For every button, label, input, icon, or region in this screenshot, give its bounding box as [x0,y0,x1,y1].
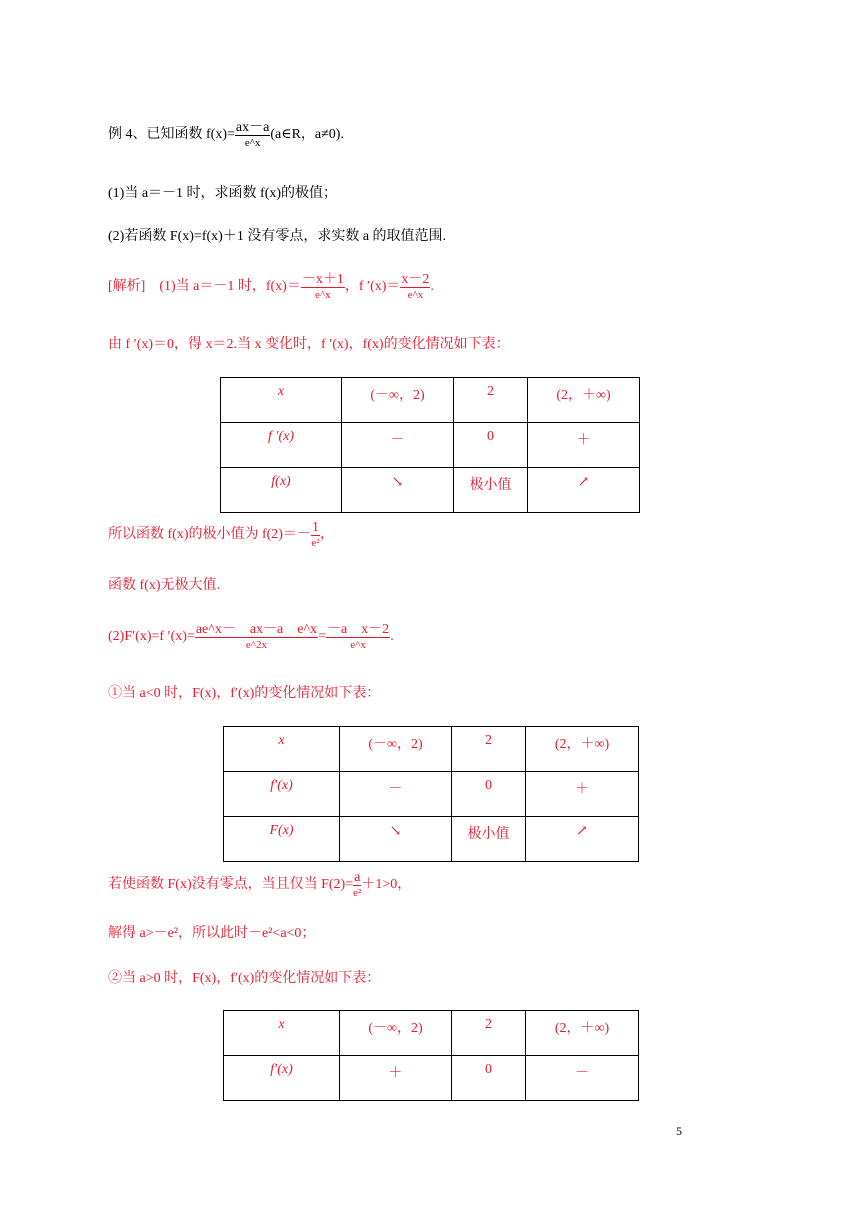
frac-num: 1 [311,520,319,535]
frac-den: e^x [315,289,331,301]
frac-num: ae^x－ ax－a e^x [195,622,318,637]
frac-num: －a x－2 [326,622,390,637]
variation-table-3 [223,1010,639,1101]
solution-1-end: . [430,279,434,295]
frac-den: e^2x [245,639,267,651]
table-row [221,468,640,513]
table-cell: － [342,423,454,468]
table-row [221,378,640,423]
solution-line-3 [108,520,334,550]
frac-den: e² [353,887,362,899]
table-cell: 2 [452,1011,526,1056]
table-cell: ↘ [340,817,452,862]
question-1: (1)当 a＝－1 时，求函数 f(x)的极值； [108,186,338,201]
table-cell: x [221,378,342,423]
solution-5-eq: = [318,629,326,645]
solution-5-frac-2 [326,622,390,652]
problem-condition: (a∈R，a≠0). [270,127,344,143]
solution-line-9: ②当 a>0 时，F(x)，f′(x)的变化情况如下表： [108,971,381,986]
table-cell: － [340,772,452,817]
solution-1-frac-2 [400,272,430,302]
table-row [224,817,639,862]
frac-den: e^x [350,639,366,651]
table-cell: F(x) [224,817,340,862]
table-row [224,727,639,772]
frac-den: e² [311,537,320,549]
question-2: (2)若函数 F(x)=f(x)＋1 没有零点，求实数 a 的取值范围. [108,229,447,244]
table-cell: 极小值 [454,468,528,513]
table-cell: 极小值 [452,817,526,862]
table-cell: ↗ [528,468,640,513]
problem-frac-num: ax－a [235,120,270,135]
table-cell: ＋ [526,772,639,817]
solution-7-prefix: 若使函数 F(x)没有零点，当且仅当 F(2)= [108,877,354,893]
table-cell: f′(x) [224,1056,340,1101]
page-number: 5 [676,1124,682,1138]
table-cell: 0 [454,423,528,468]
frac-num: x－2 [401,272,430,287]
problem-fx: f(x)= [206,127,235,143]
solution-line-8: 解得 a>－e²，所以此时－e²<a<0； [108,926,316,941]
solution-5-end: . [390,629,394,645]
table-cell: (2，＋∞) [528,378,640,423]
solution-5-frac-1 [195,622,318,652]
solution-line-2: 由 f ′(x)＝0，得 x＝2.当 x 变化时，f ′(x)，f(x)的变化情况如下表： [108,337,510,352]
problem-intro: 例 4、已知函数 [108,127,206,143]
solution-5-prefix: (2)F′(x)=f ′(x)= [108,629,195,645]
table-row [224,1056,639,1101]
table-cell: (2，＋∞) [526,727,639,772]
table-cell: (2，＋∞) [526,1011,639,1056]
table-cell: ↗ [526,817,639,862]
problem-frac-den: e^x [244,137,261,149]
solution-line-7 [108,870,411,900]
table-cell: 0 [452,772,526,817]
solution-7-end: ＋1>0， [361,877,412,893]
solution-line-1 [108,272,434,302]
table-cell: f′(x) [224,772,340,817]
solution-line-4: 函数 f(x)无极大值. [108,578,220,593]
table-row [221,423,640,468]
table-row [224,772,639,817]
frac-num: a [354,870,361,885]
table-cell: x [224,1011,340,1056]
variation-table-2 [223,726,639,862]
table-cell: － [526,1056,639,1101]
table-cell: f ′(x) [221,423,342,468]
problem-fraction [235,120,270,150]
solution-7-frac [353,870,361,900]
variation-table-1 [220,377,640,513]
table-cell: x [224,727,340,772]
table-row [224,1011,639,1056]
frac-num: －x＋1 [301,272,344,287]
table-cell: (－∞，2) [342,378,454,423]
solution-line-5 [108,622,394,652]
solution-1-frac-1 [301,272,345,302]
table-cell: (－∞，2) [340,1011,452,1056]
problem-statement [108,120,344,150]
table-cell: 2 [452,727,526,772]
table-cell: ＋ [528,423,640,468]
table-cell: 2 [454,378,528,423]
table-cell: (－∞，2) [340,727,452,772]
solution-line-6: ①当 a<0 时，F(x)，f′(x)的变化情况如下表： [108,686,381,701]
solution-3-frac [311,520,320,550]
solution-1-prefix: [解析] (1)当 a＝－1 时，f(x)＝ [108,279,301,295]
frac-den: e^x [407,289,424,301]
solution-3-end: ， [319,527,334,543]
solution-3-prefix: 所以函数 f(x)的极小值为 f(2)＝－ [108,527,311,543]
table-cell: 0 [452,1056,526,1101]
table-cell: f(x) [221,468,342,513]
table-cell: ↘ [342,468,454,513]
solution-1-mid: ，f ′(x)＝ [344,279,401,295]
table-cell: ＋ [340,1056,452,1101]
